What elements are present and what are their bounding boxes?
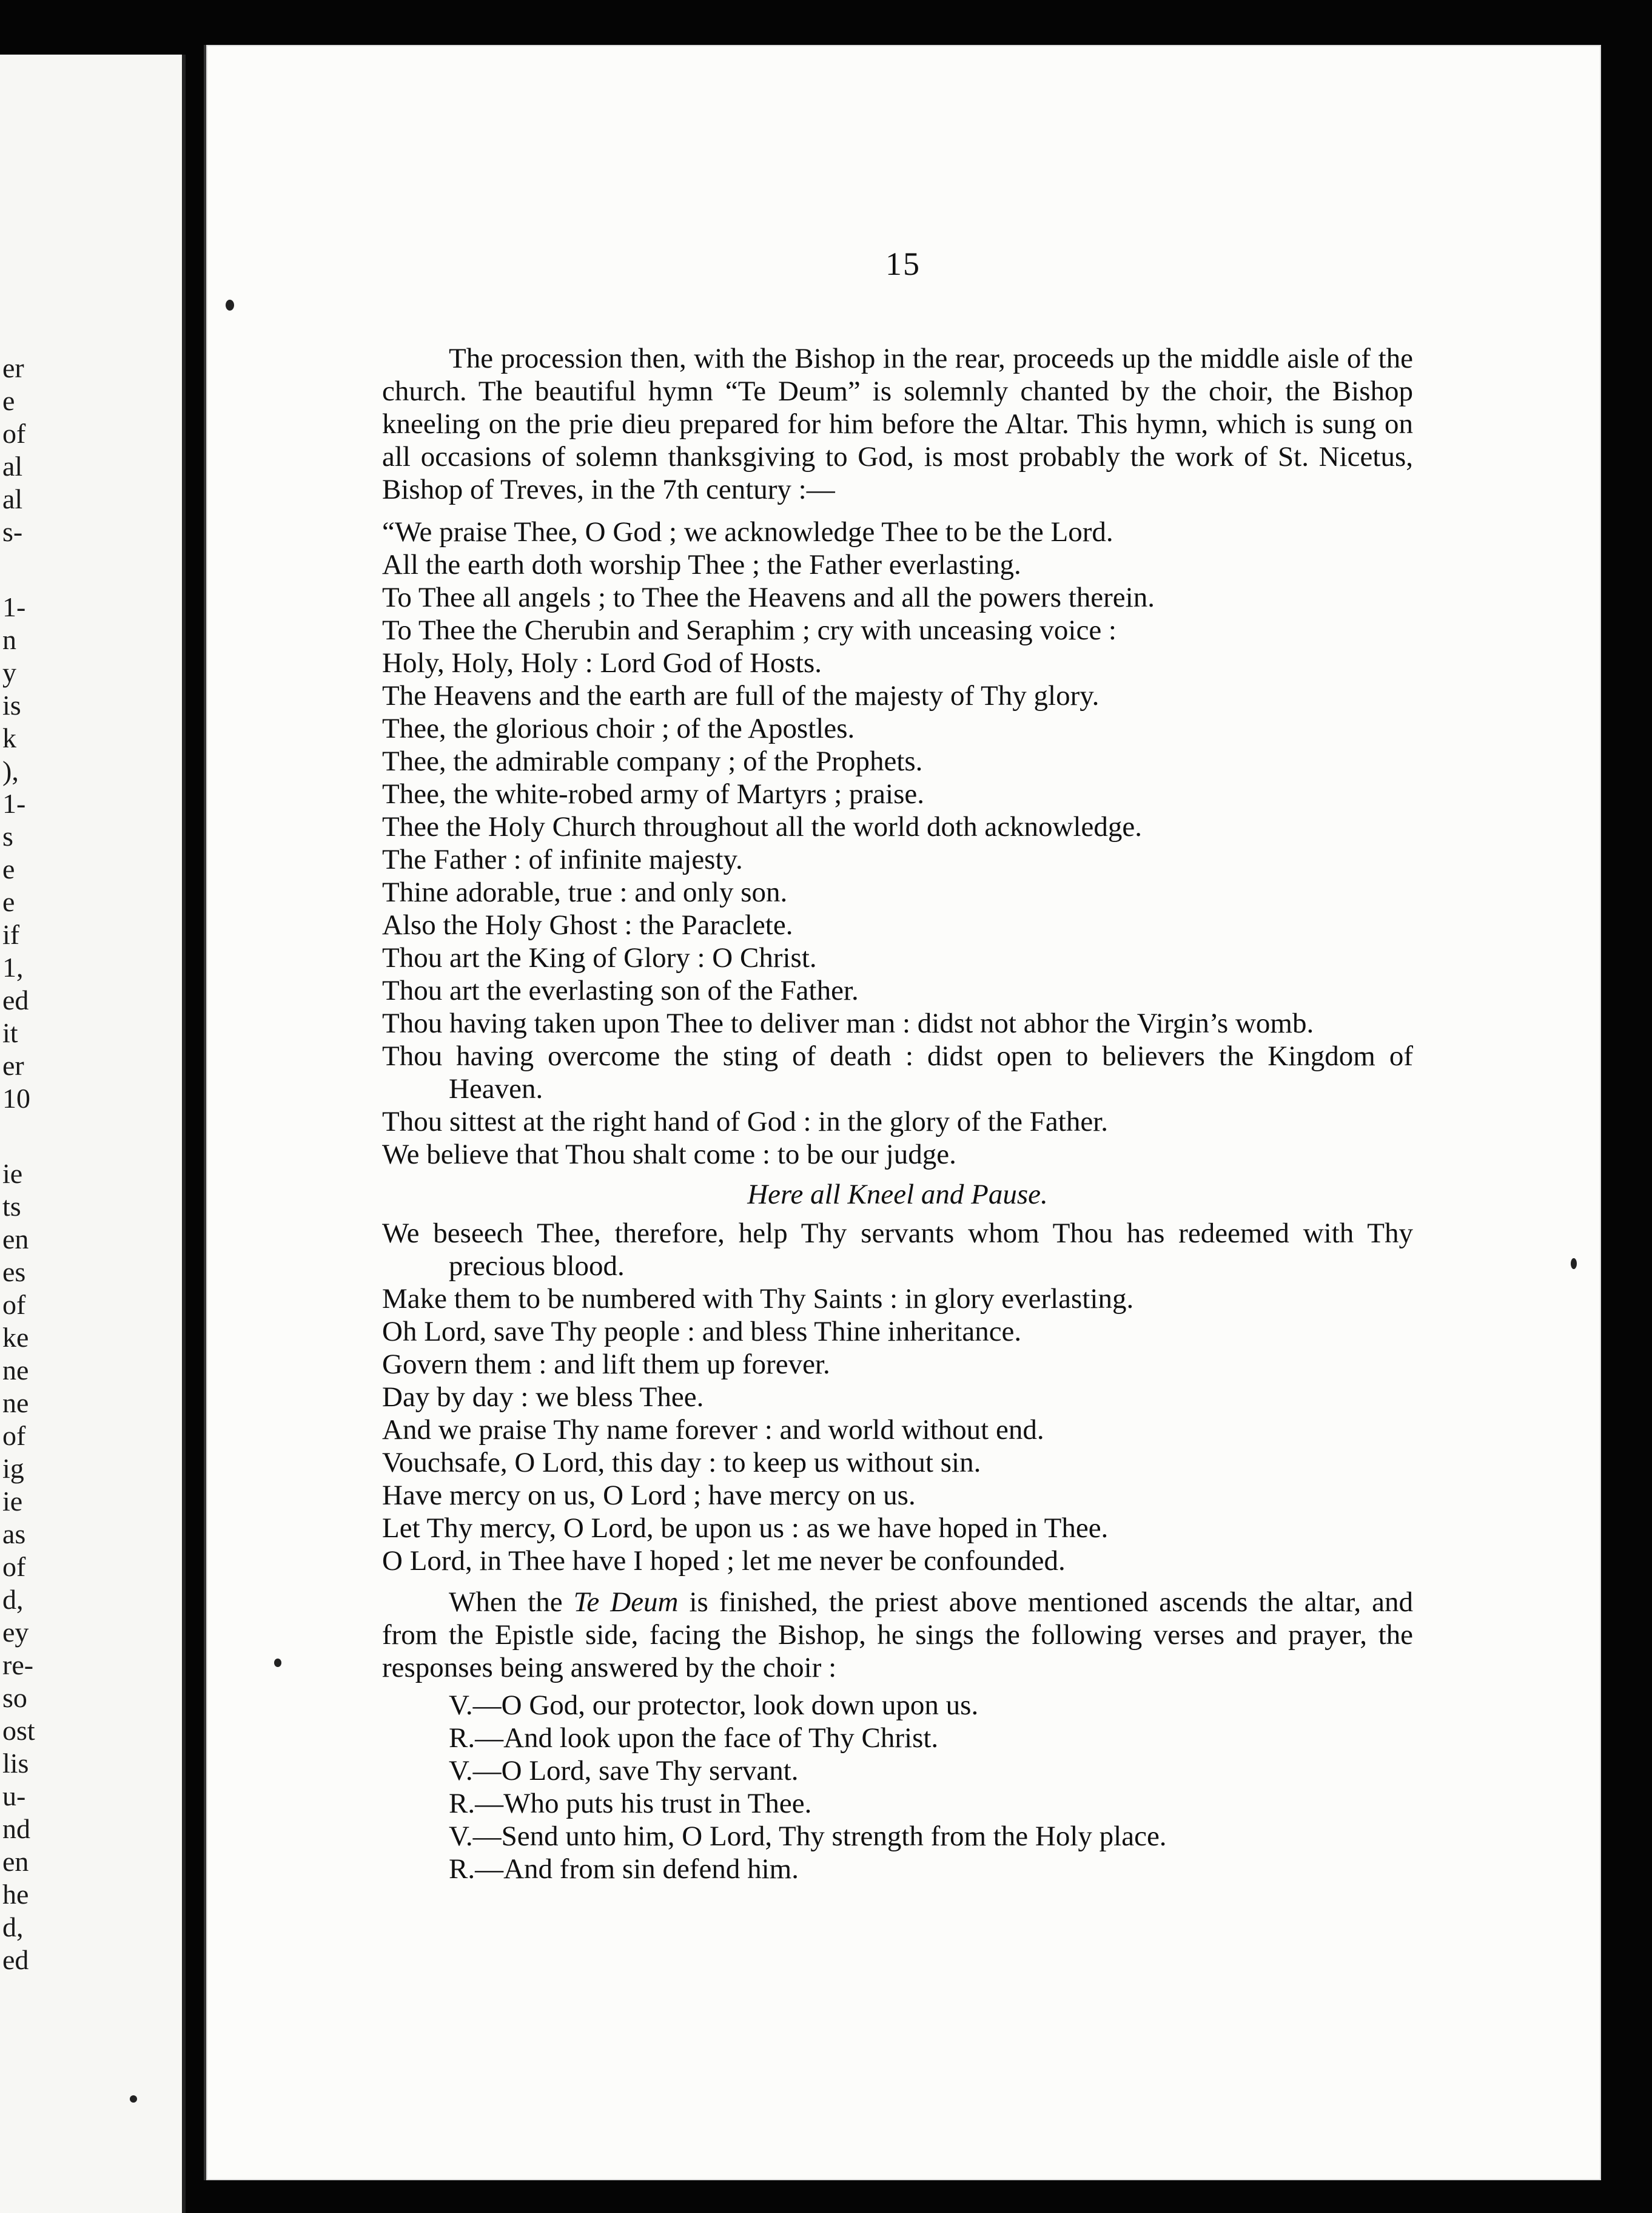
hymn-verse: Thou sittest at the right hand of God : in the glory of the Father. <box>382 1106 1108 1137</box>
hymn-verse: And we praise Thy name forever : and world without end. <box>382 1414 1044 1446</box>
closing-text-start: When the <box>449 1586 574 1618</box>
previous-page-line-fragment: ed <box>2 1944 29 1975</box>
previous-page-line-fragment: of <box>2 1289 26 1320</box>
hymn-verse: We beseech Thee, therefore, help Thy servants whom Thou has redeemed with Thy precious blood. <box>382 1218 1413 1282</box>
previous-page-line-fragment: so <box>2 1682 27 1713</box>
page-body <box>382 342 1413 1885</box>
previous-page-line-fragment: ie <box>2 1158 23 1189</box>
previous-page-line-fragment: ), <box>2 755 19 786</box>
te-deum-verses-part-2 <box>382 1217 1413 1577</box>
previous-page-line-fragment: n <box>2 624 16 655</box>
hymn-verse: Thou art the King of Glory : O Christ. <box>382 942 817 974</box>
previous-page-line-fragment: en <box>2 1846 29 1877</box>
previous-page-line-fragment: ne <box>2 1387 29 1418</box>
ink-speck <box>1571 1258 1577 1269</box>
previous-page-line-fragment: of <box>2 1420 26 1451</box>
versicle-line: R.—And look upon the face of Thy Christ. <box>449 1722 939 1754</box>
previous-page-line-fragment: ie <box>2 1486 23 1517</box>
versicle-line: R.—Who puts his trust in Thee. <box>449 1788 812 1819</box>
previous-page-line-fragment: is <box>2 690 21 721</box>
previous-page-line-fragment: it <box>2 1017 18 1048</box>
hymn-verse: To Thee the Cherubin and Seraphim ; cry with unceasing voice : <box>382 615 1116 646</box>
previous-page-line-fragment: of <box>2 418 26 449</box>
previous-page-line-fragment: e <box>2 854 15 884</box>
hymn-verse: Make them to be numbered with Thy Saints : in glory everlasting. <box>382 1283 1134 1315</box>
versicle-line: V.—O God, our protector, look down upon us. <box>449 1689 979 1721</box>
previous-page-line-fragment: ne <box>2 1355 29 1386</box>
hymn-verse: Thee, the glorious choir ; of the Apostles. <box>382 713 855 744</box>
previous-page-line-fragment: u- <box>2 1780 26 1811</box>
versicle-line: R.—And from sin defend him. <box>449 1853 799 1885</box>
book-page <box>204 45 1601 2180</box>
previous-page-line-fragment: en <box>2 1224 29 1255</box>
previous-page-line-fragment: k <box>2 723 16 753</box>
previous-page-line-fragment <box>0 548 182 591</box>
hymn-verse: We believe that Thou shalt come : to be our judge. <box>382 1139 956 1170</box>
previous-page-line-fragment: as <box>2 1518 26 1549</box>
hymn-verse: All the earth doth worship Thee ; the Father everlasting. <box>382 549 1021 581</box>
previous-page-line-fragment: lis <box>2 1748 29 1779</box>
closing-text-title: Te Deum <box>573 1586 679 1618</box>
hymn-verse: Thou having overcome the sting of death : didst open to believers the Kingdom of Heaven. <box>382 1040 1413 1105</box>
hymn-verse: O Lord, in Thee have I hoped ; let me never be confounded. <box>382 1545 1066 1577</box>
hymn-verse: Thee, the admirable company ; of the Prophets. <box>382 746 923 777</box>
versicles-and-responses <box>382 1689 1413 1885</box>
previous-page-edge <box>0 55 186 2213</box>
ink-speck <box>130 2095 137 2103</box>
rubric-instruction: Here all Kneel and Pause. <box>747 1179 1048 1210</box>
page-number: 15 <box>885 246 921 282</box>
previous-page-line-fragment: re- <box>2 1649 34 1680</box>
previous-page-line-fragment: 1- <box>2 788 26 819</box>
previous-page-line-fragment <box>0 1115 182 1157</box>
previous-page-line-fragment: 1- <box>2 591 26 622</box>
previous-page-line-fragment: y <box>2 657 16 688</box>
hymn-verse: Also the Holy Ghost : the Paraclete. <box>382 909 793 941</box>
previous-page-line-fragment: al <box>2 451 23 482</box>
ink-speck <box>274 1659 281 1667</box>
previous-page-line-fragment: 1, <box>2 952 24 983</box>
hymn-verse: Oh Lord, save Thy people : and bless Thine inheritance. <box>382 1316 1022 1347</box>
versicle-line: V.—Send unto him, O Lord, Thy strength from the Holy place. <box>449 1821 1167 1852</box>
hymn-verse: Govern them : and lift them up forever. <box>382 1349 830 1380</box>
hymn-verse: Thee, the white-robed army of Martyrs ; praise. <box>382 778 924 810</box>
previous-page-line-fragment: es <box>2 1256 26 1287</box>
previous-page-line-fragment: ig <box>2 1453 24 1484</box>
ink-speck <box>226 300 234 311</box>
previous-page-line-fragment: 10 <box>2 1083 30 1114</box>
previous-page-line-fragment: nd <box>2 1813 30 1844</box>
previous-page-line-fragment: of <box>2 1551 26 1582</box>
previous-page-text-fragments <box>0 352 182 1976</box>
closing-text-end: is finished, the priest above mentioned ascends the altar, and from the Epistle side, facing the Bishop, he sings the following verses and prayer, the responses being answered by the choir : <box>382 1586 1413 1683</box>
hymn-verse: Thine adorable, true : and only son. <box>382 877 788 908</box>
hymn-verse: The Father : of infinite majesty. <box>382 844 743 875</box>
hymn-verse: Thou art the everlasting son of the Father. <box>382 975 859 1006</box>
te-deum-verses-part-1 <box>382 516 1413 1171</box>
previous-page-line-fragment: s <box>2 821 13 852</box>
intro-paragraph: The procession then, with the Bishop in the rear, proceeds up the middle aisle of the church. The beautiful hymn “Te Deum” is solemnly chanted by the choir, the Bishop kneeling on the prie dieu prepared for him before the Altar. This hymn, which is sung on all occasions of solemn thanksgiving to God, is most probably the work of St. Nicetus, Bishop of Treves, in the 7th century :— <box>382 343 1413 505</box>
hymn-verse: “We praise Thee, O God ; we acknowledge Thee to be the Lord. <box>382 516 1113 548</box>
previous-page-line-fragment: ey <box>2 1617 29 1648</box>
versicle-line: V.—O Lord, save Thy servant. <box>449 1755 799 1787</box>
hymn-verse: Thee the Holy Church throughout all the world doth acknowledge. <box>382 811 1143 843</box>
hymn-verse: Have mercy on us, O Lord ; have mercy on us. <box>382 1480 916 1511</box>
previous-page-line-fragment: he <box>2 1879 29 1910</box>
previous-page-line-fragment: if <box>2 919 20 950</box>
previous-page-line-fragment: ke <box>2 1322 29 1353</box>
previous-page-line-fragment: al <box>2 483 23 514</box>
hymn-verse: Holy, Holy, Holy : Lord God of Hosts. <box>382 647 822 679</box>
previous-page-line-fragment: e <box>2 385 15 416</box>
hymn-verse: Day by day : we bless Thee. <box>382 1381 704 1413</box>
previous-page-line-fragment: ts <box>2 1191 21 1222</box>
hymn-verse: To Thee all angels ; to Thee the Heavens and all the powers therein. <box>382 582 1155 613</box>
hymn-verse: Let Thy mercy, O Lord, be upon us : as we have hoped in Thee. <box>382 1512 1109 1544</box>
previous-page-line-fragment: d, <box>2 1912 24 1942</box>
hymn-verse: Thou having taken upon Thee to deliver man : didst not abhor the Virgin’s womb. <box>382 1008 1314 1039</box>
closing-paragraph <box>382 1586 1413 1684</box>
previous-page-line-fragment: ost <box>2 1715 35 1746</box>
previous-page-line-fragment: d, <box>2 1584 24 1615</box>
hymn-verse: The Heavens and the earth are full of the majesty of Thy glory. <box>382 680 1100 712</box>
previous-page-line-fragment: ed <box>2 985 29 1016</box>
previous-page-line-fragment: s- <box>2 516 23 547</box>
previous-page-line-fragment: er <box>2 352 24 383</box>
previous-page-line-fragment: er <box>2 1050 24 1081</box>
hymn-verse: Vouchsafe, O Lord, this day : to keep us without sin. <box>382 1447 981 1478</box>
previous-page-line-fragment: e <box>2 886 15 917</box>
